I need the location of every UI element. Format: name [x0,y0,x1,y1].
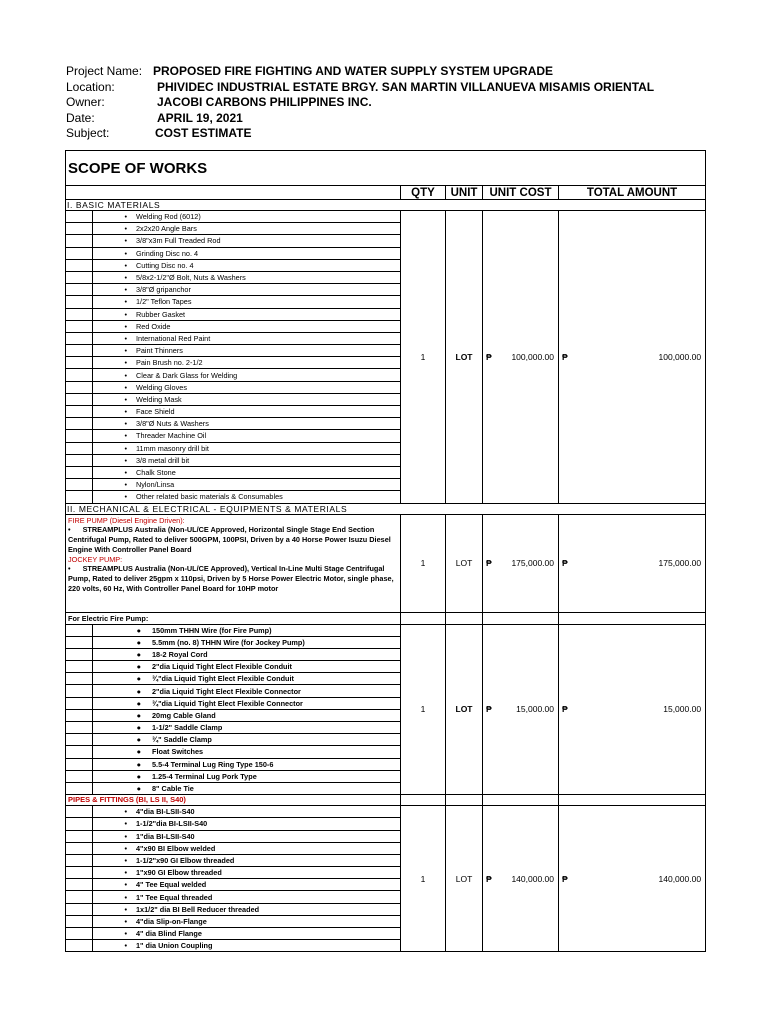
unit-cell: LOT [446,624,483,795]
bullet-icon: • [124,394,127,404]
blank-cell [559,795,706,806]
project-name-value: PROPOSED FIRE FIGHTING AND WATER SUPPLY SYSTEM UPGRADE [153,64,554,78]
item-label: 3/8"x3m Full Treaded Rod [136,236,221,246]
scope-title: SCOPE OF WORKS [66,151,706,186]
blank-cell [483,612,559,624]
item-cell [93,734,401,746]
unit-cost-value [483,874,558,884]
blank-cell [66,722,93,734]
bullet-icon: ● [136,723,141,733]
bullet-icon: • [124,358,127,368]
unit-cost-cell [483,624,559,795]
bullet-icon: • [124,831,127,841]
unit-cost-cell [483,806,559,952]
item-label: Clear & Dark Glass for Welding [136,370,238,380]
fire-pump-label: FIRE PUMP (Diesel Engine Driven): [68,515,185,525]
item-label: Red Oxide [136,321,171,331]
blank-cell [66,466,93,478]
item-label: 2x2x20 Angle Bars [136,224,197,234]
item-label: 1/2" Teflon Tapes [136,297,192,307]
blank-cell [446,612,483,624]
blank-cell [483,795,559,806]
blank-cell [559,612,706,624]
item-label: 5.5-4 Terminal Lug Ring Type 150-6 [152,759,274,769]
item-cell [93,430,401,442]
bullet-icon: • [124,807,127,817]
item-label: 3/8"Ø gripanchor [136,285,191,295]
pipes-title-row [66,795,706,806]
item-label: 2"dia Liquid Tight Elect Flexible Conduit [152,662,292,672]
bullet-icon: • [124,321,127,331]
item-label: 3/8 metal drill bit [136,455,190,465]
item-label: ¾"dia Liquid Tight Elect Flexible Connector [152,698,303,708]
electric-title-row [66,612,706,624]
total-amount-cell [559,514,706,612]
blank-cell [66,442,93,454]
item-label: Welding Rod (6012) [136,212,201,222]
item-cell [93,940,401,952]
blank-cell [66,332,93,344]
blank-cell [66,247,93,259]
bullet-icon: • [124,468,127,478]
item-cell [93,357,401,369]
location-row [66,80,654,96]
owner-row [66,95,654,111]
total-amount-cell [559,211,706,504]
item-cell [93,879,401,891]
item-cell [93,661,401,673]
blank-cell [66,806,93,818]
item-cell [93,915,401,927]
date-row [66,111,654,127]
unit-cost-amount: 15,000.00 [516,704,554,715]
blank-cell [66,235,93,247]
item-label: Grinding Disc no. 4 [136,248,199,258]
blank-cell [66,697,93,709]
item-cell [93,867,401,879]
blank-cell [66,867,93,879]
item-cell [93,479,401,491]
item-label: 4"dia BI-LSII-S40 [136,807,195,817]
item-cell [93,491,401,503]
bullet-icon: • [124,855,127,865]
item-cell [93,247,401,259]
item-cell [93,782,401,794]
unit-cost-amount: 140,000.00 [511,873,554,884]
jockey-pump-description [68,564,398,593]
blank-cell [66,430,93,442]
item-cell [93,746,401,758]
bullet-icon: • [124,892,127,902]
subject-row [66,126,654,142]
total-amount-cell [559,624,706,795]
blank-cell [66,296,93,308]
total-amount-value [559,704,705,714]
blank-cell [66,879,93,891]
blank-cell [66,928,93,940]
item-cell [93,842,401,854]
item-label: Nylon/Linsa [136,480,175,490]
section-title-basic-materials-row [66,200,706,211]
item-label: 1" Tee Equal threaded [136,892,213,902]
item-label: Welding Gloves [136,382,187,392]
blank-cell [66,854,93,866]
item-cell [93,381,401,393]
item-cell [93,418,401,430]
unit-cost-value [483,704,558,714]
item-label: ¾"dia Liquid Tight Elect Flexible Conduit [152,674,294,684]
item-label: Paint Thinners [136,346,183,356]
item-cell [93,891,401,903]
item-label: Rubber Gasket [136,309,186,319]
bullet-icon: • [124,236,127,246]
blank-cell [66,418,93,430]
column-header-row [66,186,706,200]
currency-symbol: ₱ [486,873,492,884]
item-label: 1-1/2"dia BI-LSII-S40 [136,819,208,829]
bullet-icon: • [124,419,127,429]
unit-cell: LOT [446,806,483,952]
blank-cell [66,345,93,357]
item-label: 1-1/2"x90 GI Elbow threaded [136,855,235,865]
item-label: Face Shield [136,407,175,417]
date-label: Date: [66,110,95,125]
bullet-icon: • [124,916,127,926]
unit-header: UNIT [446,186,483,200]
bullet-icon: ● [136,710,141,720]
item-cell [93,758,401,770]
item-label: 2"dia Liquid Tight Elect Flexible Connector [152,686,301,696]
blank-cell [446,795,483,806]
section-title-mechanical-electrical-row [66,503,706,514]
currency-symbol: ₱ [562,704,568,715]
currency-symbol: ₱ [562,558,568,568]
bullet-icon: • [124,260,127,270]
item-cell [93,806,401,818]
jockey-pump-text: STREAMPLUS Australia (Non-UL/CE Approved), Vertical In-Line Multi Stage Centrifugal Pump, Rated to deliver 25gpm x 110psi, Driven by 5 Horse Power Electric Motor, single phase, 220 volts, 60 Hz, With Controller Panel Board for 10HP motor [68,564,394,594]
qty-cell: 1 [401,211,446,504]
blank-cell [66,320,93,332]
item-label: 1-1/2" Saddle Clamp [152,723,223,733]
bullet-icon: ● [136,747,141,757]
blank-cell [66,308,93,320]
item-cell [93,235,401,247]
unit-cell: LOT [446,211,483,504]
item-label: Other related basic materials & Consumables [136,492,283,502]
item-cell [93,648,401,660]
item-label: 150mm THHN Wire (for Fire Pump) [152,625,272,635]
bullet-icon: • [124,370,127,380]
unit-cost-cell [483,514,559,612]
project-header [66,64,654,142]
blank-cell [66,915,93,927]
blank-cell [66,624,93,636]
bullet-icon: ● [136,784,141,794]
project-name-row [66,64,654,80]
blank-cell [66,454,93,466]
total-amount-value [559,558,705,568]
bullet-icon: • [124,382,127,392]
bullet-icon: • [124,407,127,417]
blank-cell [66,782,93,794]
blank-cell [66,891,93,903]
item-cell [93,770,401,782]
item-cell [93,223,401,235]
item-label: Chalk Stone [136,468,176,478]
blank-cell [66,770,93,782]
item-label: 3/8"Ø Nuts & Washers [136,419,209,429]
bullet-icon: • [124,480,127,490]
currency-symbol: ₱ [486,351,492,362]
blank-cell [66,830,93,842]
item-label: 1x1/2" dia BI Bell Reducer threaded [136,904,260,914]
section-title-mechanical-electrical: II. MECHANICAL & ELECTRICAL - EQUIPMENTS & MATERIALS [66,503,706,514]
blank-cell [66,223,93,235]
unit-cost-header: UNIT COST [483,186,559,200]
blank-cell [401,795,446,806]
bullet-icon: • [124,346,127,356]
blank-cell [66,357,93,369]
blank-cell [66,940,93,952]
item-cell [93,928,401,940]
bullet-icon: • [124,492,127,502]
cost-estimate-table [65,150,706,952]
item-cell [93,722,401,734]
item-cell [93,345,401,357]
item-cell [93,673,401,685]
bullet-icon: ● [136,698,141,708]
bullet-icon: • [124,904,127,914]
pump-row [66,514,706,612]
total-amount-value [559,352,705,362]
blank-cell [66,491,93,503]
currency-symbol: ₱ [486,704,492,715]
currency-symbol: ₱ [562,873,568,884]
item-label: ¾" Saddle Clamp [152,735,212,745]
item-label: 1" dia Union Coupling [136,941,213,951]
bullet-icon: • [124,297,127,307]
section-title-electric-fire-pump: For Electric Fire Pump: [66,612,401,624]
blank-cell [66,369,93,381]
bullet-icon: ● [136,649,141,659]
blank-cell [66,284,93,296]
item-cell [93,271,401,283]
item-cell [93,308,401,320]
bullet-icon: ● [136,662,141,672]
blank-header [66,186,401,200]
qty-header: QTY [401,186,446,200]
bullet-icon: • [124,819,127,829]
item-cell [93,818,401,830]
item-cell [93,259,401,271]
qty-cell: 1 [401,624,446,795]
item-cell [93,466,401,478]
bullet-icon: ● [136,759,141,769]
item-label: 4"dia Slip-on-Flange [136,916,207,926]
item-cell [93,709,401,721]
fire-pump-description [68,525,398,554]
unit-cost-value [483,352,558,362]
item-label: 8" Cable Tie [152,784,194,794]
unit-cost-cell [483,211,559,504]
blank-cell [66,406,93,418]
blank-cell [66,685,93,697]
item-cell [93,320,401,332]
blank-cell [66,746,93,758]
list-item [66,624,706,636]
item-label: Cutting Disc no. 4 [136,260,194,270]
item-label: 18-2 Royal Cord [152,649,208,659]
unit-cost-amount: 100,000.00 [511,351,554,362]
item-label: 1.25-4 Terminal Lug Pork Type [152,771,257,781]
unit-cell: LOT [446,514,483,612]
bullet-icon: • [124,941,127,951]
bullet-icon: • [124,285,127,295]
bullet-icon: • [124,248,127,258]
item-cell [93,369,401,381]
bullet-icon: • [124,431,127,441]
blank-cell [66,818,93,830]
owner-value: JACOBI CARBONS PHILIPPINES INC. [157,95,372,109]
item-label: Welding Mask [136,394,182,404]
item-label: 5.5mm (no. 8) THHN Wire (for Jockey Pump) [152,637,305,647]
qty-cell: 1 [401,806,446,952]
bullet-icon: • [124,929,127,939]
bullet-icon: • [68,525,71,535]
pump-description [66,514,401,612]
total-amount: 15,000.00 [663,704,702,715]
item-cell [93,284,401,296]
total-amount-header: TOTAL AMOUNT [559,186,706,200]
bullet-icon: ● [136,674,141,684]
item-cell [93,697,401,709]
item-cell [93,636,401,648]
total-amount: 175,000.00 [658,558,702,568]
bullet-icon: • [124,212,127,222]
bullet-icon: ● [136,637,141,647]
item-label: International Red Paint [136,333,211,343]
blank-cell [66,734,93,746]
blank-cell [66,636,93,648]
bullet-icon: ● [136,771,141,781]
fire-pump-text: STREAMPLUS Australia (Non-UL/CE Approved, Horizontal Single Stage End Section Centrifugal Pump, Rated to deliver 500GPM, 100PSI, Driven by a 40 Horse Power Isuzu Diesel Engine With Controller Panel Board [68,525,391,554]
blank-cell [66,211,93,223]
unit-cost-value [483,558,558,568]
item-cell [93,830,401,842]
location-value: PHIVIDEC INDUSTRIAL ESTATE BRGY. SAN MARTIN VILLANUEVA MISAMIS ORIENTAL [157,79,655,94]
total-amount: 100,000.00 [658,351,702,362]
item-cell [93,454,401,466]
unit-cost-amount: 175,000.00 [511,558,554,568]
item-cell [93,211,401,223]
item-label: Threader Machine Oil [136,431,207,441]
blank-cell [66,393,93,405]
item-cell [93,442,401,454]
item-label: 4" dia Blind Flange [136,929,202,939]
bullet-icon: • [124,843,127,853]
blank-cell [66,259,93,271]
blank-cell [401,612,446,624]
qty-cell: 1 [401,514,446,612]
bullet-icon: • [124,455,127,465]
item-label: 11mm masonry drill bit [136,443,209,453]
total-amount-value [559,874,705,884]
bullet-icon: ● [136,686,141,696]
blank-cell [66,903,93,915]
date-value: APRIL 19, 2021 [157,110,243,125]
section-title-pipes-fittings: PIPES & FITTINGS (BI, LS II, S40) [66,795,401,806]
owner-label: Owner: [66,95,105,109]
item-label: 4"x90 BI Elbow welded [136,843,216,853]
item-cell [93,685,401,697]
list-item [66,806,706,818]
project-name-label: Project Name: [66,64,143,78]
blank-cell [66,661,93,673]
total-amount-cell [559,806,706,952]
bullet-icon: ● [136,625,141,635]
bullet-icon: • [124,224,127,234]
item-cell [93,296,401,308]
item-label: 5/8x2-1/2"Ø Bolt, Nuts & Washers [136,273,246,283]
item-label: 1"x90 GI Elbow threaded [136,868,222,878]
blank-cell [66,673,93,685]
item-cell [93,406,401,418]
bullet-icon: • [124,309,127,319]
item-cell [93,332,401,344]
item-cell [93,903,401,915]
item-label: 20mg Cable Gland [152,710,216,720]
blank-cell [66,381,93,393]
currency-symbol: ₱ [562,351,568,362]
bullet-icon: • [124,880,127,890]
blank-cell [66,758,93,770]
item-cell [93,624,401,636]
bullet-icon: • [124,333,127,343]
total-amount: 140,000.00 [658,873,702,884]
bullet-icon: • [124,868,127,878]
list-item [66,211,706,223]
item-label: 4" Tee Equal welded [136,880,207,890]
blank-cell [66,648,93,660]
item-label: Float Switches [152,747,204,757]
bullet-icon: • [68,564,71,574]
location-label: Location: [66,79,115,94]
subject-label: Subject: [66,126,110,140]
blank-cell [66,842,93,854]
section-title-basic-materials: I. BASIC MATERIALS [66,200,706,211]
item-cell [93,854,401,866]
blank-cell [66,479,93,491]
bullet-icon: • [124,443,127,453]
blank-cell [66,271,93,283]
subject-value: COST ESTIMATE [155,126,252,140]
item-label: 1"dia BI-LSII-S40 [136,831,195,841]
currency-symbol: ₱ [486,558,492,568]
bullet-icon: • [124,273,127,283]
jockey-pump-label: JOCKEY PUMP: [68,554,123,564]
item-cell [93,393,401,405]
item-label: Pain Brush no. 2-1/2 [136,358,203,368]
bullet-icon: ● [136,735,141,745]
blank-cell [66,709,93,721]
